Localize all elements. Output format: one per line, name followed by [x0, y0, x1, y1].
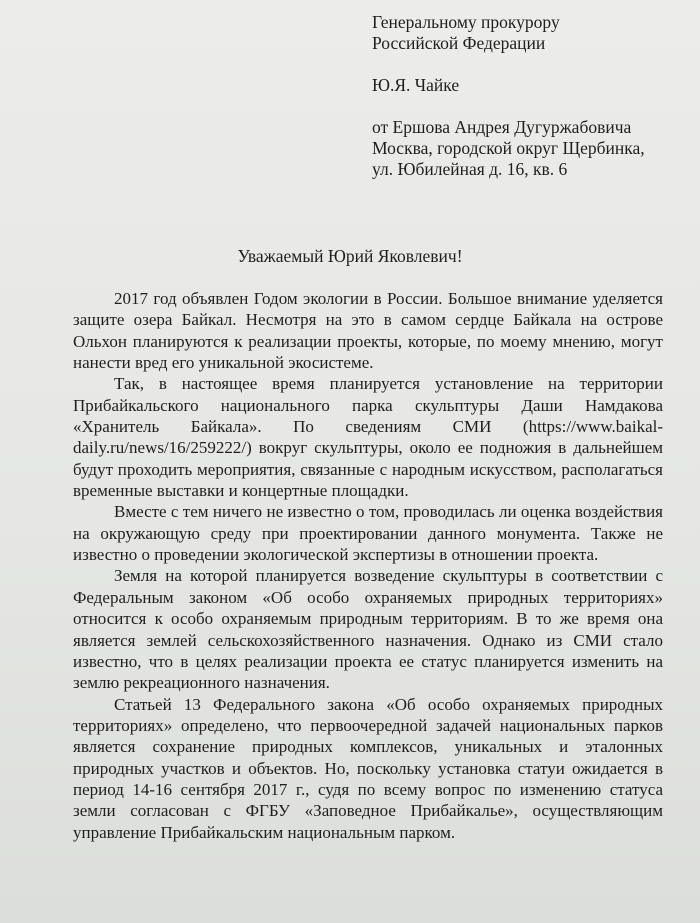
- sender-block: [372, 117, 692, 180]
- recipient-name-block: [372, 75, 692, 96]
- sender-name: от Ершова Андрея Дугуржабовича: [372, 117, 632, 137]
- recipient-block: [372, 12, 692, 54]
- paragraph: Статьей 13 Федерального закона «Об особо охраняемых природных территориях» определено, что первоочередной задачей национальных парков является сохранение природных комплексов, уникальных и эталонных природных участков и объектов. Но, поскольку установка статуи ожидается в период 14-16 сентября 2017 г., судя по всему вопрос по изменению статуса земли согласован с ФГБУ «Заповедное Прибайкалье», осуществляющим управление Прибайкальским национальным парком.: [73, 694, 663, 842]
- recipient-name: Ю.Я. Чайке: [372, 75, 460, 95]
- paragraph: Вместе с тем ничего не известно о том, проводилась ли оценка воздействия на окружающую среду при проектировании данного монумента. Также не известно о проведении экологической экспертизы в отношении проекта.: [73, 502, 663, 565]
- sender-street: ул. Юбилейная д. 16, кв. 6: [372, 159, 568, 179]
- paragraph: Земля на которой планируется возведение скульптуры в соответствии с Федеральным законом «Об особо охраняемых природных территориях» относится к особо охраняемым природным территориям. В то же время она является землей сельскохозяйственного назначения. Однако из СМИ стало известно, что в целях реализации проекта ее статус планируется изменить на землю рекреационного назначения.: [73, 566, 663, 693]
- paragraph: 2017 год объявлен Годом экологии в России. Большое внимание уделяется защите озера Байкал. Несмотря на это в самом сердце Байкала на острове Ольхон планируются к реализации проекты, которые, по моему мнению, могут нанести вред его уникальной экосистеме.: [73, 289, 663, 373]
- paragraph: Так, в настоящее время планируется установление на территории Прибайкальского национального парка скульптуры Даши Намдакова «Хранитель Байкала». По сведениям СМИ (https://www.baikal-daily.ru/news/16/259222/) вокруг скульптуры, около ее подножия в дальнейшем будут проходить мероприятия, связанные с народным искусством, располагаться временные выставки и концертные площадки.: [73, 374, 663, 501]
- recipient-title: Генеральному прокурору: [372, 12, 560, 32]
- salutation: Уважаемый Юрий Яковлевич!: [237, 246, 463, 266]
- addressee-block: [372, 12, 692, 180]
- letter-body: [73, 288, 663, 843]
- sender-city: Москва, городской округ Щербинка,: [372, 138, 645, 158]
- recipient-organization: Российской Федерации: [372, 33, 546, 53]
